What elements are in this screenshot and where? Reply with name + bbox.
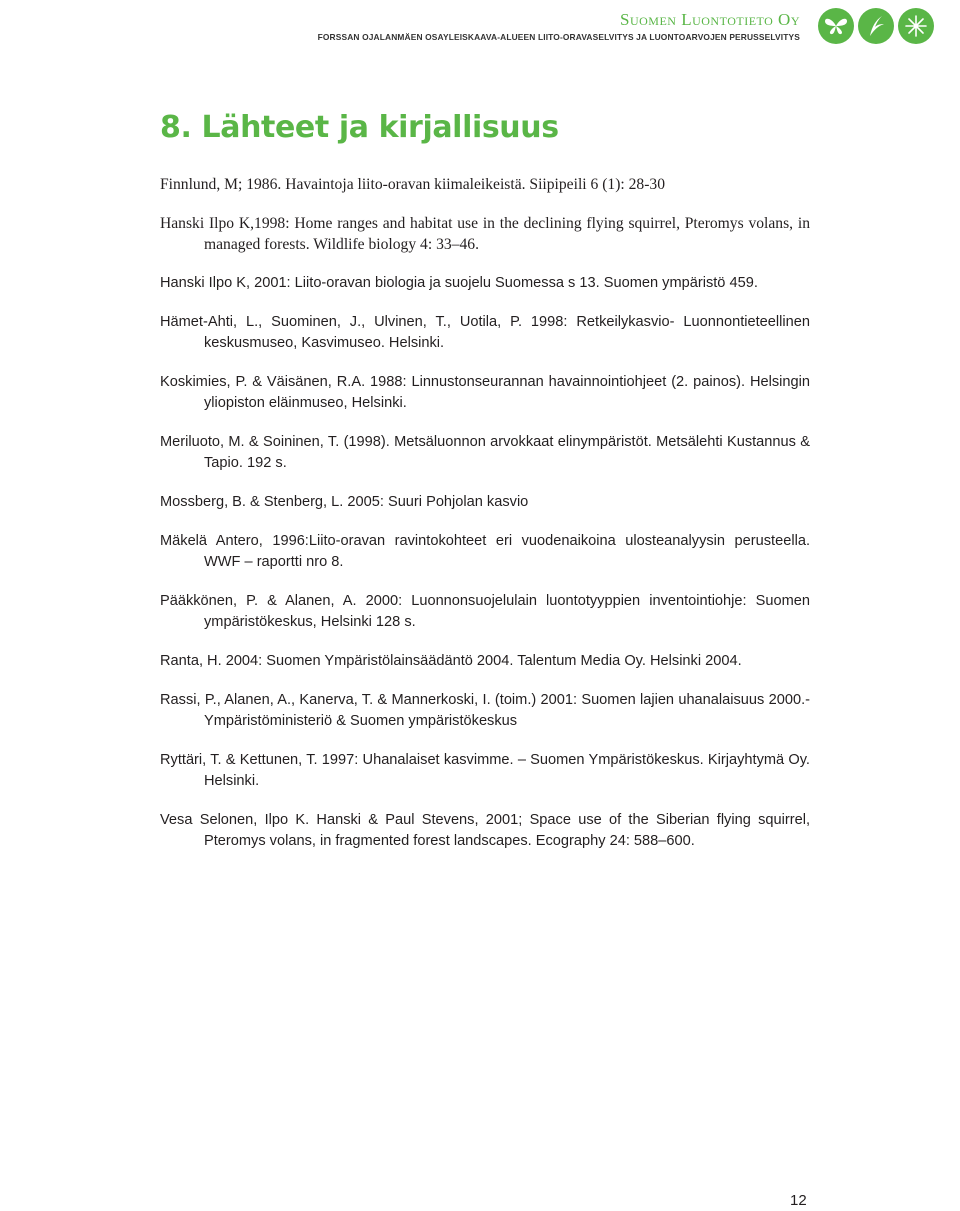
- company-name: Suomen Luontotieto Oy: [620, 10, 800, 29]
- reference-item: Ranta, H. 2004: Suomen Ympäristölainsäädäntö 2004. Talentum Media Oy. Helsinki 2004.: [160, 653, 742, 669]
- reference-item: Hanski Ilpo K, 2001: Liito-oravan biologia ja suojelu Suomessa s 13. Suomen ympäristö 459.: [160, 275, 758, 291]
- reference-item: Finnlund, M; 1986. Havaintoja liito-oravan kiimaleikeistä. Siipipeili 6 (1): 28-30: [160, 176, 665, 193]
- dandelion-icon: [898, 8, 934, 44]
- logo-group: [818, 8, 934, 44]
- butterfly-icon: [818, 8, 854, 44]
- page-header: [318, 10, 800, 43]
- reference-item: Koskimies, P. & Väisänen, R.A. 1988: Linnustonseurannan havainnointiohjeet (2. painos). Helsingin yliopiston eläinmuseo, Helsinki.: [160, 374, 810, 411]
- reference-item: Mäkelä Antero, 1996:Liito-oravan ravintokohteet eri vuodenaikoina ulosteanalyysin perusteella. WWF – raportti nro 8.: [160, 533, 810, 570]
- bird-icon: [858, 8, 894, 44]
- document-subtitle: FORSSAN OJALANMÄEN OSAYLEISKAAVA-ALUEEN LIITO-ORAVASELVITYS JA LUONTOARVOJEN PERUSSELVITYS: [317, 32, 800, 42]
- reference-item: Mossberg, B. & Stenberg, L. 2005: Suuri Pohjolan kasvio: [160, 494, 529, 510]
- page-number: 12: [790, 1192, 807, 1209]
- reference-item: Vesa Selonen, Ilpo K. Hanski & Paul Stevens, 2001; Space use of the Siberian flying squirrel, Pteromys volans, in fragmented forest landscapes. Ecography 24: 588–600.: [160, 812, 810, 849]
- reference-item: Hämet-Ahti, L., Suominen, J., Ulvinen, T., Uotila, P. 1998: Retkeilykasvio- Luonnontieteellinen keskusmuseo, Kasvimuseo. Helsinki.: [160, 314, 810, 351]
- reference-item: Meriluoto, M. & Soininen, T. (1998). Metsäluonnon arvokkaat elinympäristöt. Metsälehti Kustannus & Tapio. 192 s.: [160, 434, 810, 471]
- reference-list: [160, 174, 810, 870]
- reference-item: Hanski Ilpo K,1998: Home ranges and habitat use in the declining flying squirrel, Pteromys volans, in managed forests. Wildlife biology 4: 33–46.: [160, 215, 810, 253]
- reference-item: Pääkkönen, P. & Alanen, A. 2000: Luonnonsuojelulain luontotyyppien inventointiohje: Suomen ympäristökeskus, Helsinki 128 s.: [160, 593, 810, 630]
- reference-item: Ryttäri, T. & Kettunen, T. 1997: Uhanalaiset kasvimme. – Suomen Ympäristökeskus. Kirjayhtymä Oy. Helsinki.: [160, 752, 810, 789]
- section-title: 8. Lähteet ja kirjallisuus: [160, 110, 559, 145]
- reference-item: Rassi, P., Alanen, A., Kanerva, T. & Mannerkoski, I. (toim.) 2001: Suomen lajien uhanalaisuus 2000.-Ympäristöministeriö & Suomen ympäristökeskus: [160, 692, 810, 729]
